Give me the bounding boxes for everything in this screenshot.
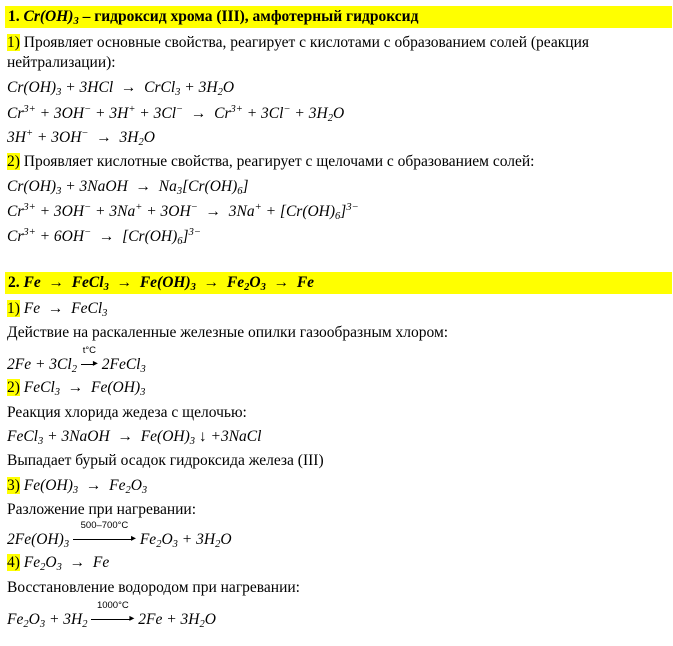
step2-marker: 2): [7, 379, 20, 396]
point1-text-cont: нейтрализации):: [7, 54, 116, 71]
equation-1: $Cr(OH)_3 + 3HCl$ → CrCl$_3$ + $3H_2O$: [7, 79, 235, 98]
step4-equation: $Fe_2O_3 + 3H_2$ 1000°C ▸ $2Fe + 3H_2O$: [7, 600, 216, 630]
step2-title: [7, 378, 145, 398]
point1-text: Проявляет основные свойства, реагирует с кислотами с образованием солей (реакция: [23, 34, 590, 51]
equation-4: $Cr(OH)_3$ + 3NaOH → $Na_3[Cr(OH)_6]$: [7, 178, 249, 197]
step2-note: Выпадает бурый осадок гидроксида железа (III): [7, 452, 324, 469]
step1-formula: Fe → FeCl$_3$: [23, 300, 108, 319]
section2-header: [5, 272, 672, 294]
step4-title: [7, 553, 109, 573]
reaction-arrow-icon: 500–700°C ▸: [73, 530, 136, 550]
step2-equation: FeCl$_3$ + 3NaOH → $Fe(OH)_3$ ↓ +3NaCl: [7, 428, 262, 447]
point1-line: [7, 33, 589, 53]
step3-equation: $2Fe(OH)_3$ 500–700°C ▸ $Fe_2O_3 + 3H_2O$: [7, 520, 232, 550]
step3-formula: $Fe(OH)_3 \to Fe_2O_3$: [23, 477, 148, 496]
step4-marker: 4): [7, 554, 20, 571]
section1-title: – гидроксид хрома (III), амфотерный гидроксид: [82, 8, 419, 25]
equation-5: $Cr^{3+} + 3OH^- + 3Na^+ + 3OH^- \to 3Na^+ + [Cr(OH)_6]^{3-}$: [7, 202, 359, 222]
step3-title: [7, 476, 147, 496]
step4-formula: $Fe_2O_3 \to Fe$: [23, 554, 110, 573]
step1-title: [7, 299, 107, 319]
section1-header: [5, 6, 672, 28]
step3-description: Разложение при нагревании:: [7, 501, 197, 518]
reaction-arrow-icon: 1000°C ▸: [91, 610, 134, 630]
step1-description: Действие на раскаленные железные опилки газообразным хлором:: [7, 324, 449, 341]
step1-equation: $2Fe + 3Cl_2$ t°C ▸ 2FeCl$_3$: [7, 345, 146, 375]
section2-chain: Fe → FeCl$_3$ → $Fe(OH)_3 \to Fe_2O_3 \to Fe$: [23, 274, 315, 293]
step2-description: Реакция хлорида жедеза с щелочью:: [7, 404, 247, 421]
step4-description: Восстановление водородом при нагревании:: [7, 579, 300, 596]
point2-line: [7, 152, 534, 172]
step1-marker: 1): [7, 300, 20, 317]
equation-2: $Cr^{3+} + 3OH^- + 3H^+ + 3Cl^- \to Cr^{3+} + 3Cl^- + 3H_2O$: [7, 104, 345, 124]
point2-text: Проявляет кислотные свойства, реагирует с щелочами с образованием солей:: [23, 153, 535, 170]
section1-compound: $Cr(OH)_3$: [23, 8, 79, 27]
step3-marker: 3): [7, 477, 20, 494]
precipitate-arrow-icon: ↓: [198, 428, 207, 445]
point1-marker: 1): [7, 34, 20, 51]
section1-number: 1.: [8, 8, 20, 25]
section2-number: 2.: [8, 274, 20, 291]
equation-3: $3H^+ + 3OH^- \to 3H_2O$: [7, 128, 155, 148]
step2-formula: FeCl$_3$ → $Fe(OH)_3$: [23, 379, 146, 398]
reaction-arrow-icon: t°C ▸: [82, 345, 98, 370]
point2-marker: 2): [7, 153, 20, 170]
equation-6: $Cr^{3+} + 6OH^- \to [Cr(OH)_6]^{3-}$: [7, 227, 201, 247]
